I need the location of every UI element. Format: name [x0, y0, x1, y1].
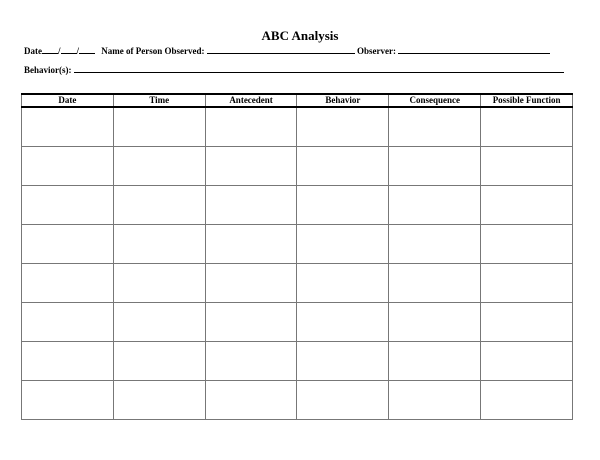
- table-cell[interactable]: [481, 303, 573, 342]
- table-cell[interactable]: [481, 147, 573, 186]
- form-title: ABC Analysis: [261, 28, 339, 43]
- table-cell[interactable]: [481, 381, 573, 420]
- observer-blank[interactable]: [398, 44, 550, 54]
- header-fields-row: [24, 44, 550, 56]
- table-cell[interactable]: [481, 342, 573, 381]
- behavior-label: Behavior(s):: [24, 65, 72, 75]
- date-day-blank[interactable]: [61, 44, 77, 54]
- table-row: [22, 303, 573, 342]
- table-cell[interactable]: [297, 225, 389, 264]
- table-cell[interactable]: [481, 264, 573, 303]
- table-header-row: [22, 94, 573, 107]
- header-time: Time: [113, 94, 205, 107]
- table-row: [22, 225, 573, 264]
- table-row: [22, 381, 573, 420]
- table-cell[interactable]: [389, 264, 481, 303]
- table-cell[interactable]: [22, 107, 114, 147]
- table-cell[interactable]: [205, 264, 297, 303]
- table-cell[interactable]: [205, 147, 297, 186]
- table-cell[interactable]: [113, 264, 205, 303]
- table-cell[interactable]: [389, 186, 481, 225]
- table-row: [22, 107, 573, 147]
- table-cell[interactable]: [113, 186, 205, 225]
- table-cell[interactable]: [205, 381, 297, 420]
- behavior-blank[interactable]: [74, 63, 564, 73]
- date-separator: /: [58, 46, 61, 56]
- date-separator: /: [76, 46, 80, 56]
- header-antecedent: Antecedent: [205, 94, 297, 107]
- table-cell[interactable]: [22, 147, 114, 186]
- header-date: Date: [22, 94, 114, 107]
- table-cell[interactable]: [205, 225, 297, 264]
- table-cell[interactable]: [22, 225, 114, 264]
- table-cell[interactable]: [22, 381, 114, 420]
- table-cell[interactable]: [113, 147, 205, 186]
- table-cell[interactable]: [113, 342, 205, 381]
- table-cell[interactable]: [297, 147, 389, 186]
- date-year-blank[interactable]: [76, 44, 95, 56]
- table-cell[interactable]: [297, 264, 389, 303]
- table-cell[interactable]: [297, 107, 389, 147]
- table-cell[interactable]: [297, 342, 389, 381]
- table-cell[interactable]: [389, 303, 481, 342]
- date-label: Date: [24, 46, 42, 56]
- table-body: [22, 107, 573, 420]
- table-cell[interactable]: [205, 107, 297, 147]
- abc-table: [21, 93, 573, 420]
- table-cell[interactable]: [22, 303, 114, 342]
- table-row: [22, 264, 573, 303]
- table-cell[interactable]: [481, 225, 573, 264]
- header-behavior: Behavior: [297, 94, 389, 107]
- table-cell[interactable]: [113, 225, 205, 264]
- table-cell[interactable]: [297, 186, 389, 225]
- person-observed-blank[interactable]: [207, 44, 355, 54]
- table-row: [22, 186, 573, 225]
- person-observed-label: Name of Person Observed:: [101, 46, 205, 56]
- table-cell[interactable]: [389, 342, 481, 381]
- table-row: [22, 342, 573, 381]
- table-cell[interactable]: [389, 147, 481, 186]
- table-cell[interactable]: [113, 381, 205, 420]
- table-cell[interactable]: [22, 264, 114, 303]
- table-cell[interactable]: [113, 107, 205, 147]
- table-cell[interactable]: [481, 186, 573, 225]
- table-cell[interactable]: [389, 107, 481, 147]
- table-cell[interactable]: [205, 186, 297, 225]
- table-cell[interactable]: [113, 303, 205, 342]
- behavior-row: [24, 63, 564, 75]
- observer-label: Observer:: [357, 46, 396, 56]
- header-possible-function: Possible Function: [481, 94, 573, 107]
- table-cell[interactable]: [297, 381, 389, 420]
- table-cell[interactable]: [389, 381, 481, 420]
- table-row: [22, 147, 573, 186]
- table-cell[interactable]: [22, 342, 114, 381]
- table-cell[interactable]: [205, 342, 297, 381]
- table-cell[interactable]: [481, 107, 573, 147]
- table-cell[interactable]: [22, 186, 114, 225]
- table-cell[interactable]: [297, 303, 389, 342]
- date-month-blank[interactable]: [42, 44, 58, 54]
- table-cell[interactable]: [389, 225, 481, 264]
- header-consequence: Consequence: [389, 94, 481, 107]
- table-cell[interactable]: [205, 303, 297, 342]
